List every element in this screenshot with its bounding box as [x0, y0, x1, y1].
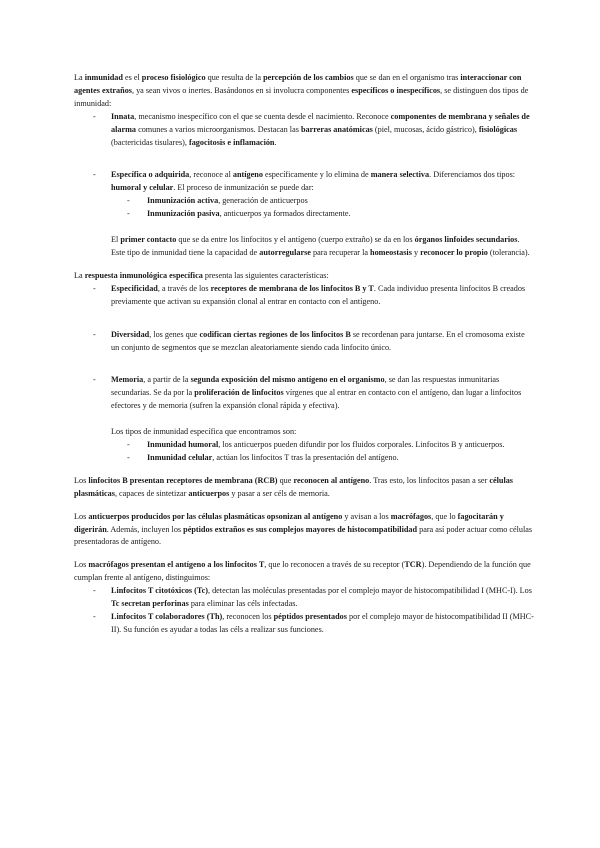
antibodies-paragraph: Los anticuerpos producidos por las células plasmáticas opsonizan al antígeno y avisan a los macrófagos, que lo fagocitarán y digerirán. Además, incluyen los péptidos extraños es sus complejos mayores de histocompatibilidad para así poder actuar como células presentadoras de antígeno.: [74, 511, 533, 547]
sublist-item-pasiva: - Inmunización pasiva, anticuerpos ya formados directamente.: [127, 209, 351, 219]
sublist-item-celular: - Inmunidad celular, actúan los linfocitos T tras la presentación del antígeno.: [127, 452, 399, 462]
list-item-especificidad: - Especificidad, a través de los receptores de membrana de los linfocitos B y T. Cada individuo presenta linfocitos B creados previamente que activan su expansión clonal al entrar en contacto con el antígeno.: [93, 283, 526, 306]
list-item-adquirida: - Específica o adquirida, reconoce al antígeno específicamente y lo elimina de manera selectiva. Diferenciamos dos tipos: humoral y celular. El proceso de inmunización se puede dar:: [93, 170, 516, 193]
response-paragraph: La respuesta inmunológica específica presenta las siguientes características:: [74, 270, 329, 280]
list-item-tc: - Linfocitos T citotóxicos (Tc), detectan las moléculas presentadas por el complejo mayor de histocompatibilidad I (MHC-I). Los Tc secretan perforinas para eliminar las céls infectadas.: [93, 586, 532, 609]
list-item-innata: - Innata, mecanismo inespecífico con el que se cuenta desde el nacimiento. Reconoce componentes de membrana y señales de alarma comunes a varios microorganismos. Destacan las barreras anatómicas (piel, mucosas, ácido gástrico), fisiológicas (bactericidas tisulares), fagocitosis e inflamación.: [93, 111, 530, 147]
list-item-memoria: - Memoria, a partir de la segunda exposición del mismo antígeno en el organismo, se dan las respuestas inmunitarias secundarias. Se da por la proliferación de linfocitos vírgenes que al entrar en contacto con el antígeno, dan lugar a linfocitos efectores y de memoria (sufren la expansión clonal rápida y efectiva).: [93, 375, 522, 411]
list-item-diversidad: - Diversidad, los genes que codifican ciertas regiones de los linfocitos B se recordenan para juntarse. En el cromosoma existe un conjunto de segmentos que se mezclan aleatoriamente siendo cada linfocito único.: [93, 329, 525, 352]
types-intro: Los tipos de inmunidad específica que encontramos son:: [111, 427, 297, 437]
macrophages-paragraph: Los macrófagos presentan el antígeno a los linfocitos T, que lo reconocen a través de su receptor (TCR). Dependiendo de la función que cumplan frente al antígeno, distinguimos:: [74, 560, 531, 583]
list-item-th: - Linfocitos T colaboradores (Th), reconocen los péptidos presentados por el complejo mayor de histocompatibilidad II (MHC-II). Su función es ayudar a todas las céls a realizar sus funciones.: [93, 612, 534, 634]
sublist-item-activa: - Inmunización activa, generación de anticuerpos: [127, 196, 308, 206]
lymphocytes-b-paragraph: Los linfocitos B presentan receptores de membrana (RCB) que reconocen al antígeno. Tras esto, los linfocitos pasan a ser células plasmáticas, capaces de sintetizar anticuerpos y pasar a ser céls de memoria.: [74, 475, 513, 498]
intro-paragraph: La inmunidad es el proceso fisiológico que resulta de la percepción de los cambios que se dan en el organismo tras interaccionar con agentes extraños, ya sean vivos o inertes. Basándonos en si involucra componentes específicos o inespecíficos, se distinguen dos tipos de inmunidad:: [74, 73, 529, 108]
contact-paragraph: El primer contacto que se da entre los linfocitos y el antígeno (cuerpo extraño) se da en los órganos linfoides secundarios. Este tipo de inmunidad tiene la capacidad de autorregularse para recuperar la homeostasis y reconocer lo propio (tolerancia).: [111, 235, 530, 257]
sublist-item-humoral: - Inmunidad humoral, los anticuerpos pueden difundir por los fluidos corporales. Linfocitos B y anticuerpos.: [127, 440, 505, 450]
